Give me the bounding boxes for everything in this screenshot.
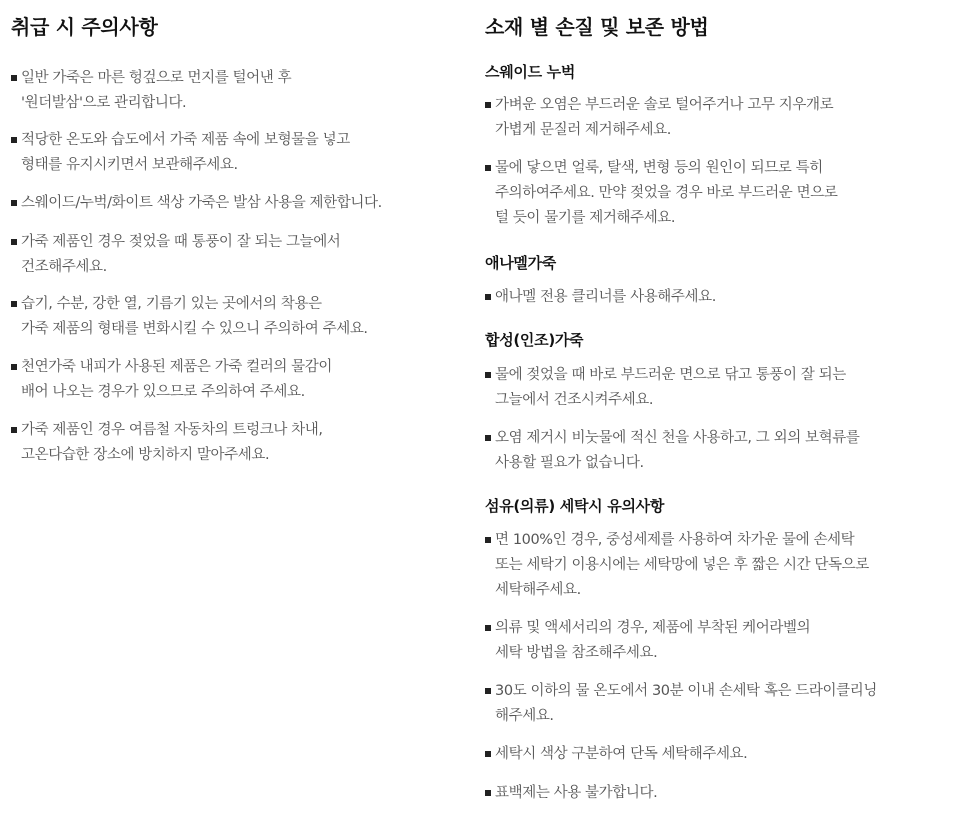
square-bullet-icon xyxy=(485,625,491,631)
square-bullet-icon xyxy=(11,200,17,206)
square-bullet-icon xyxy=(11,75,17,81)
list-item-text: 일반 가죽은 마른 헝겊으로 먼지를 털어낸 후 '원더발삼'으로 관리합니다. xyxy=(21,70,292,111)
list-item-text: 오염 제거시 비눗물에 적신 천을 사용하고, 그 외의 보혁류를 사용할 필요가 없습니다. xyxy=(495,430,860,471)
list-item-text: 세탁시 색상 구분하여 단독 세탁해주세요. xyxy=(495,746,748,762)
square-bullet-icon xyxy=(11,301,17,307)
square-bullet-icon xyxy=(485,165,491,171)
fabric-washing-subtitle: 섬유(의류) 세탁시 유의사항 xyxy=(485,497,665,515)
material-care-title: 소재 별 손질 및 보존 방법 xyxy=(485,15,709,39)
handling-precautions-title: 취급 시 주의사항 xyxy=(11,15,158,39)
list-item-text: 물에 닿으면 얼룩, 탈색, 변형 등의 원인이 되므로 특히 주의하여주세요. 만약 젖었을 경우 바로 부드러운 면으로 털 듯이 물기를 제거해주세요. xyxy=(495,160,838,226)
square-bullet-icon xyxy=(485,102,491,108)
list-item-text: 가죽 제품인 경우 젖었을 때 통풍이 잘 되는 그늘에서 건조해주세요. xyxy=(21,234,341,275)
square-bullet-icon xyxy=(485,790,491,796)
list-item-text: 습기, 수분, 강한 열, 기름기 있는 곳에서의 착용은 가죽 제품의 형태를 변화시킬 수 있으니 주의하여 주세요. xyxy=(21,296,368,337)
list-item-text: 가죽 제품인 경우 여름철 자동차의 트렁크나 차내, 고온다습한 장소에 방치하지 말아주세요. xyxy=(21,422,323,463)
list-item-text: 의류 및 액세서리의 경우, 제품에 부착된 케어라벨의 세탁 방법을 참조해주세요. xyxy=(495,620,811,661)
list-item-text: 천연가죽 내피가 사용된 제품은 가죽 컬러의 물감이 배어 나오는 경우가 있으므로 주의하여 주세요. xyxy=(21,359,333,400)
square-bullet-icon xyxy=(11,364,17,370)
suede-nubuck-subtitle: 스웨이드 누벅 xyxy=(485,63,576,81)
square-bullet-icon xyxy=(11,239,17,245)
square-bullet-icon xyxy=(11,137,17,143)
list-item-text: 면 100%인 경우, 중성세제를 사용하여 차가운 물에 손세탁 또는 세탁기 이용시에는 세탁망에 넣은 후 짧은 시간 단독으로 세탁해주세요. xyxy=(495,532,869,598)
square-bullet-icon xyxy=(485,372,491,378)
square-bullet-icon xyxy=(485,688,491,694)
list-item-text: 스웨이드/누벅/화이트 색상 가죽은 발삼 사용을 제한합니다. xyxy=(21,195,382,211)
list-item-text: 적당한 온도와 습도에서 가죽 제품 속에 보형물을 넣고 형태를 유지시키면서 보관해주세요. xyxy=(21,132,350,173)
list-item-text: 표백제는 사용 불가합니다. xyxy=(495,785,658,801)
list-item-text: 30도 이하의 물 온도에서 30분 이내 손세탁 혹은 드라이클리닝 해주세요. xyxy=(495,683,877,724)
list-item-text: 가벼운 오염은 부드러운 솔로 털어주거나 고무 지우개로 가볍게 문질러 제거해주세요. xyxy=(495,97,834,138)
enamel-leather-subtitle: 애나멜가죽 xyxy=(485,254,556,272)
list-item-text: 애나멜 전용 클리너를 사용해주세요. xyxy=(495,289,716,305)
synthetic-leather-subtitle: 합성(인조)가죽 xyxy=(485,331,584,349)
square-bullet-icon xyxy=(485,537,491,543)
square-bullet-icon xyxy=(485,435,491,441)
square-bullet-icon xyxy=(485,294,491,300)
square-bullet-icon xyxy=(485,751,491,757)
square-bullet-icon xyxy=(11,427,17,433)
list-item-text: 물에 젖었을 때 바로 부드러운 면으로 닦고 통풍이 잘 되는 그늘에서 건조시켜주세요. xyxy=(495,367,846,408)
